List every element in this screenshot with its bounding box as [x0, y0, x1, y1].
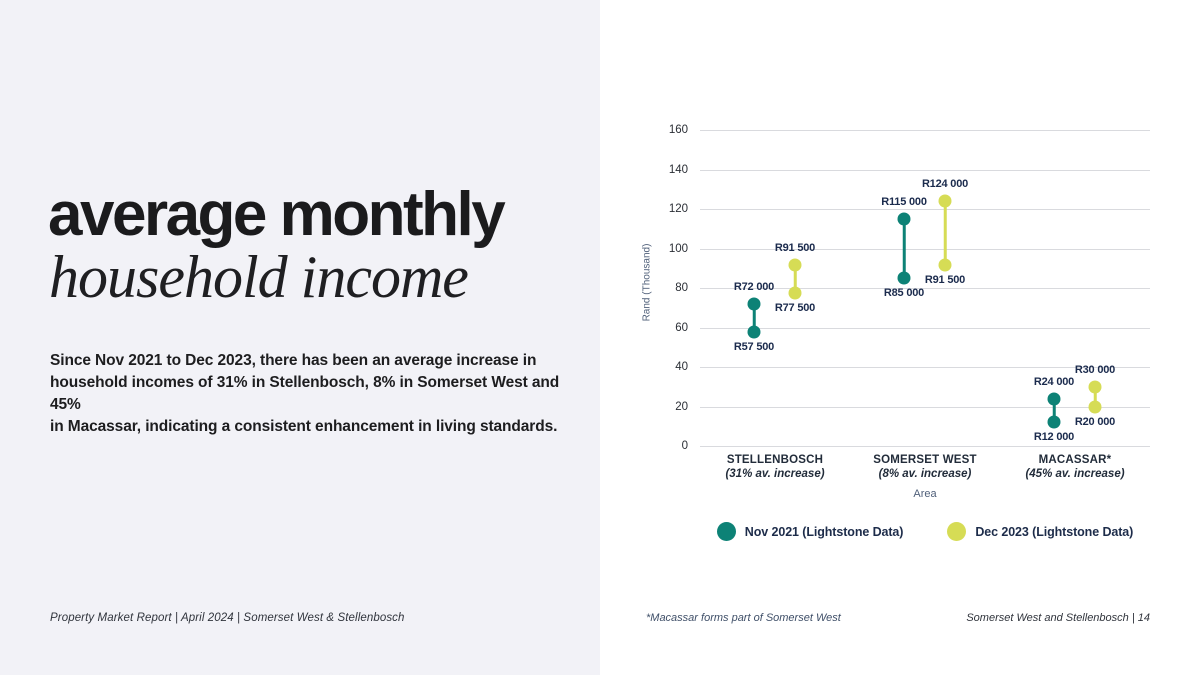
y-tick-label: 120 [668, 203, 688, 215]
gridline [700, 407, 1150, 408]
y-tick-label: 140 [668, 163, 688, 176]
legend-swatch [947, 522, 966, 541]
y-tick-label: 100 [668, 242, 688, 255]
data-point [1048, 392, 1061, 405]
legend-label: Nov 2021 (Lightstone Data) [744, 524, 904, 539]
y-axis-label: Rand (Thousand) [641, 243, 653, 322]
gridline [700, 328, 1150, 329]
macassar-footnote: *Macassar forms part of Somerset West [646, 612, 841, 624]
x-axis-label: Area [913, 488, 937, 500]
dumbbell-line [944, 201, 947, 265]
data-point [939, 259, 952, 272]
category-label [990, 454, 1160, 480]
chart-panel [600, 0, 1200, 675]
chart-legend [700, 522, 1150, 541]
legend-item [947, 522, 1133, 541]
data-point-label: R91 500 [924, 274, 966, 287]
y-tick-label: 80 [675, 282, 688, 294]
data-point [898, 212, 911, 225]
y-tick-label: 60 [675, 321, 688, 334]
data-point-label: R124 000 [921, 178, 969, 191]
summary-line: in Macassar, indicating a consistent enhancement in living standards. [50, 418, 558, 435]
plot-area [641, 124, 1150, 500]
gridline [700, 130, 1150, 131]
data-point-label: R12 000 [1033, 431, 1075, 444]
gridline [700, 209, 1150, 210]
summary-line: Since Nov 2021 to Dec 2023, there has been an average increase in [50, 352, 537, 369]
data-point-label: R57 500 [733, 341, 775, 354]
report-footer: Property Market Report | April 2024 | Somerset West & Stellenbosch [50, 612, 405, 624]
page-number-footer: Somerset West and Stellenbosch | 14 [966, 612, 1150, 624]
data-point-label: R20 000 [1074, 415, 1116, 428]
category-subtitle: (8% av. increase) [878, 468, 972, 480]
data-point-label: R77 500 [774, 301, 816, 314]
data-point-label: R30 000 [1074, 363, 1116, 376]
page-title-line1: average monthly [48, 180, 504, 249]
legend-label: Dec 2023 (Lightstone Data) [975, 524, 1134, 539]
data-point-label: R115 000 [881, 195, 927, 208]
summary-line: household incomes of 31% in Stellenbosch, 8% in Somerset West and 45% [50, 374, 560, 413]
legend-swatch [717, 522, 736, 541]
gridline [700, 170, 1150, 171]
gridline [700, 446, 1150, 447]
data-point [789, 286, 802, 299]
category-label [840, 454, 1010, 480]
y-tick-label: 40 [675, 361, 688, 373]
category-name: SOMERSET WEST [873, 454, 977, 466]
data-point-label: R85 000 [883, 287, 925, 300]
data-point [748, 326, 761, 339]
data-point [789, 259, 802, 272]
page-title-line2: household income [49, 244, 468, 310]
legend-item [717, 522, 904, 541]
y-tick-label: 0 [681, 440, 688, 452]
category-subtitle: (45% av. increase) [1025, 468, 1125, 480]
data-point-label: R91 500 [774, 242, 816, 255]
dumbbell-line [903, 219, 906, 278]
data-point-label: R72 000 [733, 280, 775, 293]
category-label [690, 454, 860, 480]
data-point-label: R24 000 [1033, 375, 1075, 388]
category-subtitle: (31% av. increase) [725, 468, 825, 480]
summary-paragraph [50, 350, 570, 438]
y-tick-label: 20 [675, 400, 688, 413]
y-tick-label: 160 [668, 124, 688, 136]
category-name: MACASSAR* [1038, 454, 1112, 466]
data-point [1089, 400, 1102, 413]
data-point [1089, 380, 1102, 393]
category-name: STELLENBOSCH [726, 454, 824, 466]
data-point [939, 195, 952, 208]
